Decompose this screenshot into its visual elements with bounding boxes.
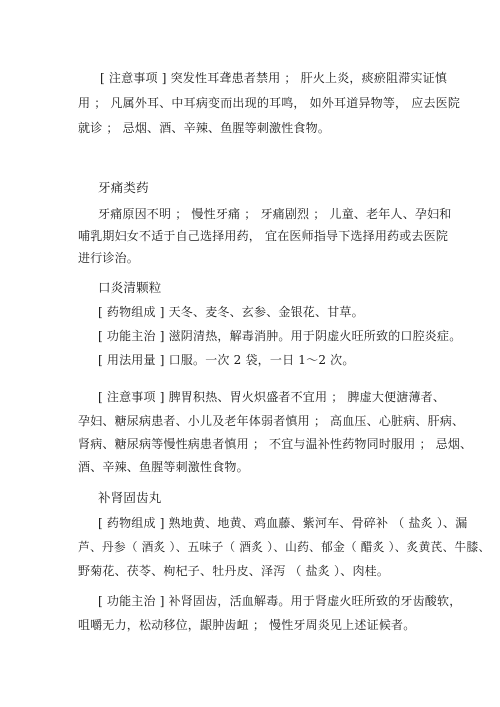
bushenguchi-indication-2: 咀嚼无力，松动移位，龈肿齿衄 ； 慢性牙周炎见上述证候者。 [78, 618, 416, 632]
bushenguchi-composition-1: [ 药物组成 ] 熟地黄、地黄、鸡血藤、紫河车、骨碎补 （ 盐炙 ）、漏 [98, 516, 468, 530]
bushenguchi-composition-2: 芦、丹参（ 酒炙 ）、五味子（ 酒炙 ）、山药、郁金（ 醋炙 ）、炙黄芪、牛膝、 [78, 540, 491, 554]
caution-line-2: 用 ； 凡属外耳、中耳病变而出现的耳鸣， 如外耳道异物等， 应去医院 [78, 96, 461, 110]
toothache-line-2: 哺乳期妇女不适于自己选择用药， 宜在医师指导下选择用药或去医院 [78, 229, 449, 243]
caution-line-1: [ 注意事项 ] 突发性耳聋患者禁用 ； 肝火上炎，痰瘀阻滞实证慎 [100, 71, 448, 85]
kouyanqing-caution-1: [ 注意事项 ] 脾胃积热、胃火炽盛者不宜用 ； 脾虚大便溏薄者、 [98, 390, 446, 404]
bushenguchi-composition-3: 野菊花、茯苓、枸杞子、牡丹皮、泽泻 （ 盐炙 ）、肉桂。 [78, 564, 390, 578]
kouyanqing-caution-4: 酒、辛辣、鱼腥等刺激性食物。 [78, 460, 249, 474]
bushenguchi-indication-1: [ 功能主治 ] 补肾固齿，活血解毒。用于肾虚火旺所致的牙齿酸软， [98, 594, 462, 608]
kouyanqing-caution-3: 肾病、糖尿病等慢性病患者慎用 ； 不宜与温补性药物同时服用 ； 忌烟、 [78, 437, 473, 451]
toothache-line-3: 进行诊治。 [78, 251, 140, 265]
kouyanqing-caution-2: 孕妇、糖尿病患者、小儿及老年体弱者慎用 ； 高血压、心脏病、肝病、 [78, 414, 465, 428]
caution-line-3: 就诊 ； 忌烟、酒、辛辣、鱼腥等刺激性食物。 [78, 121, 331, 135]
kouyanqing-dosage: [ 用法用量 ] 口服。一次 2 袋，一日 1～2 次。 [98, 353, 355, 367]
toothache-line-1: 牙痛原因不明 ； 慢性牙痛 ； 牙痛剧烈 ； 儿童、老年人、孕妇和 [98, 207, 452, 221]
drug-title-kouyanqing: 口炎清颗粒 [98, 280, 162, 295]
section-heading-toothache: 牙痛类药 [98, 180, 149, 195]
kouyanqing-composition: [ 药物组成 ] 天冬、麦冬、玄参、金银花、甘草。 [98, 305, 364, 319]
kouyanqing-indication: [ 功能主治 ] 滋阴清热，解毒消肿。用于阴虚火旺所致的口腔炎症。 [98, 329, 462, 343]
drug-title-bushenguchi: 补肾固齿丸 [98, 490, 162, 505]
